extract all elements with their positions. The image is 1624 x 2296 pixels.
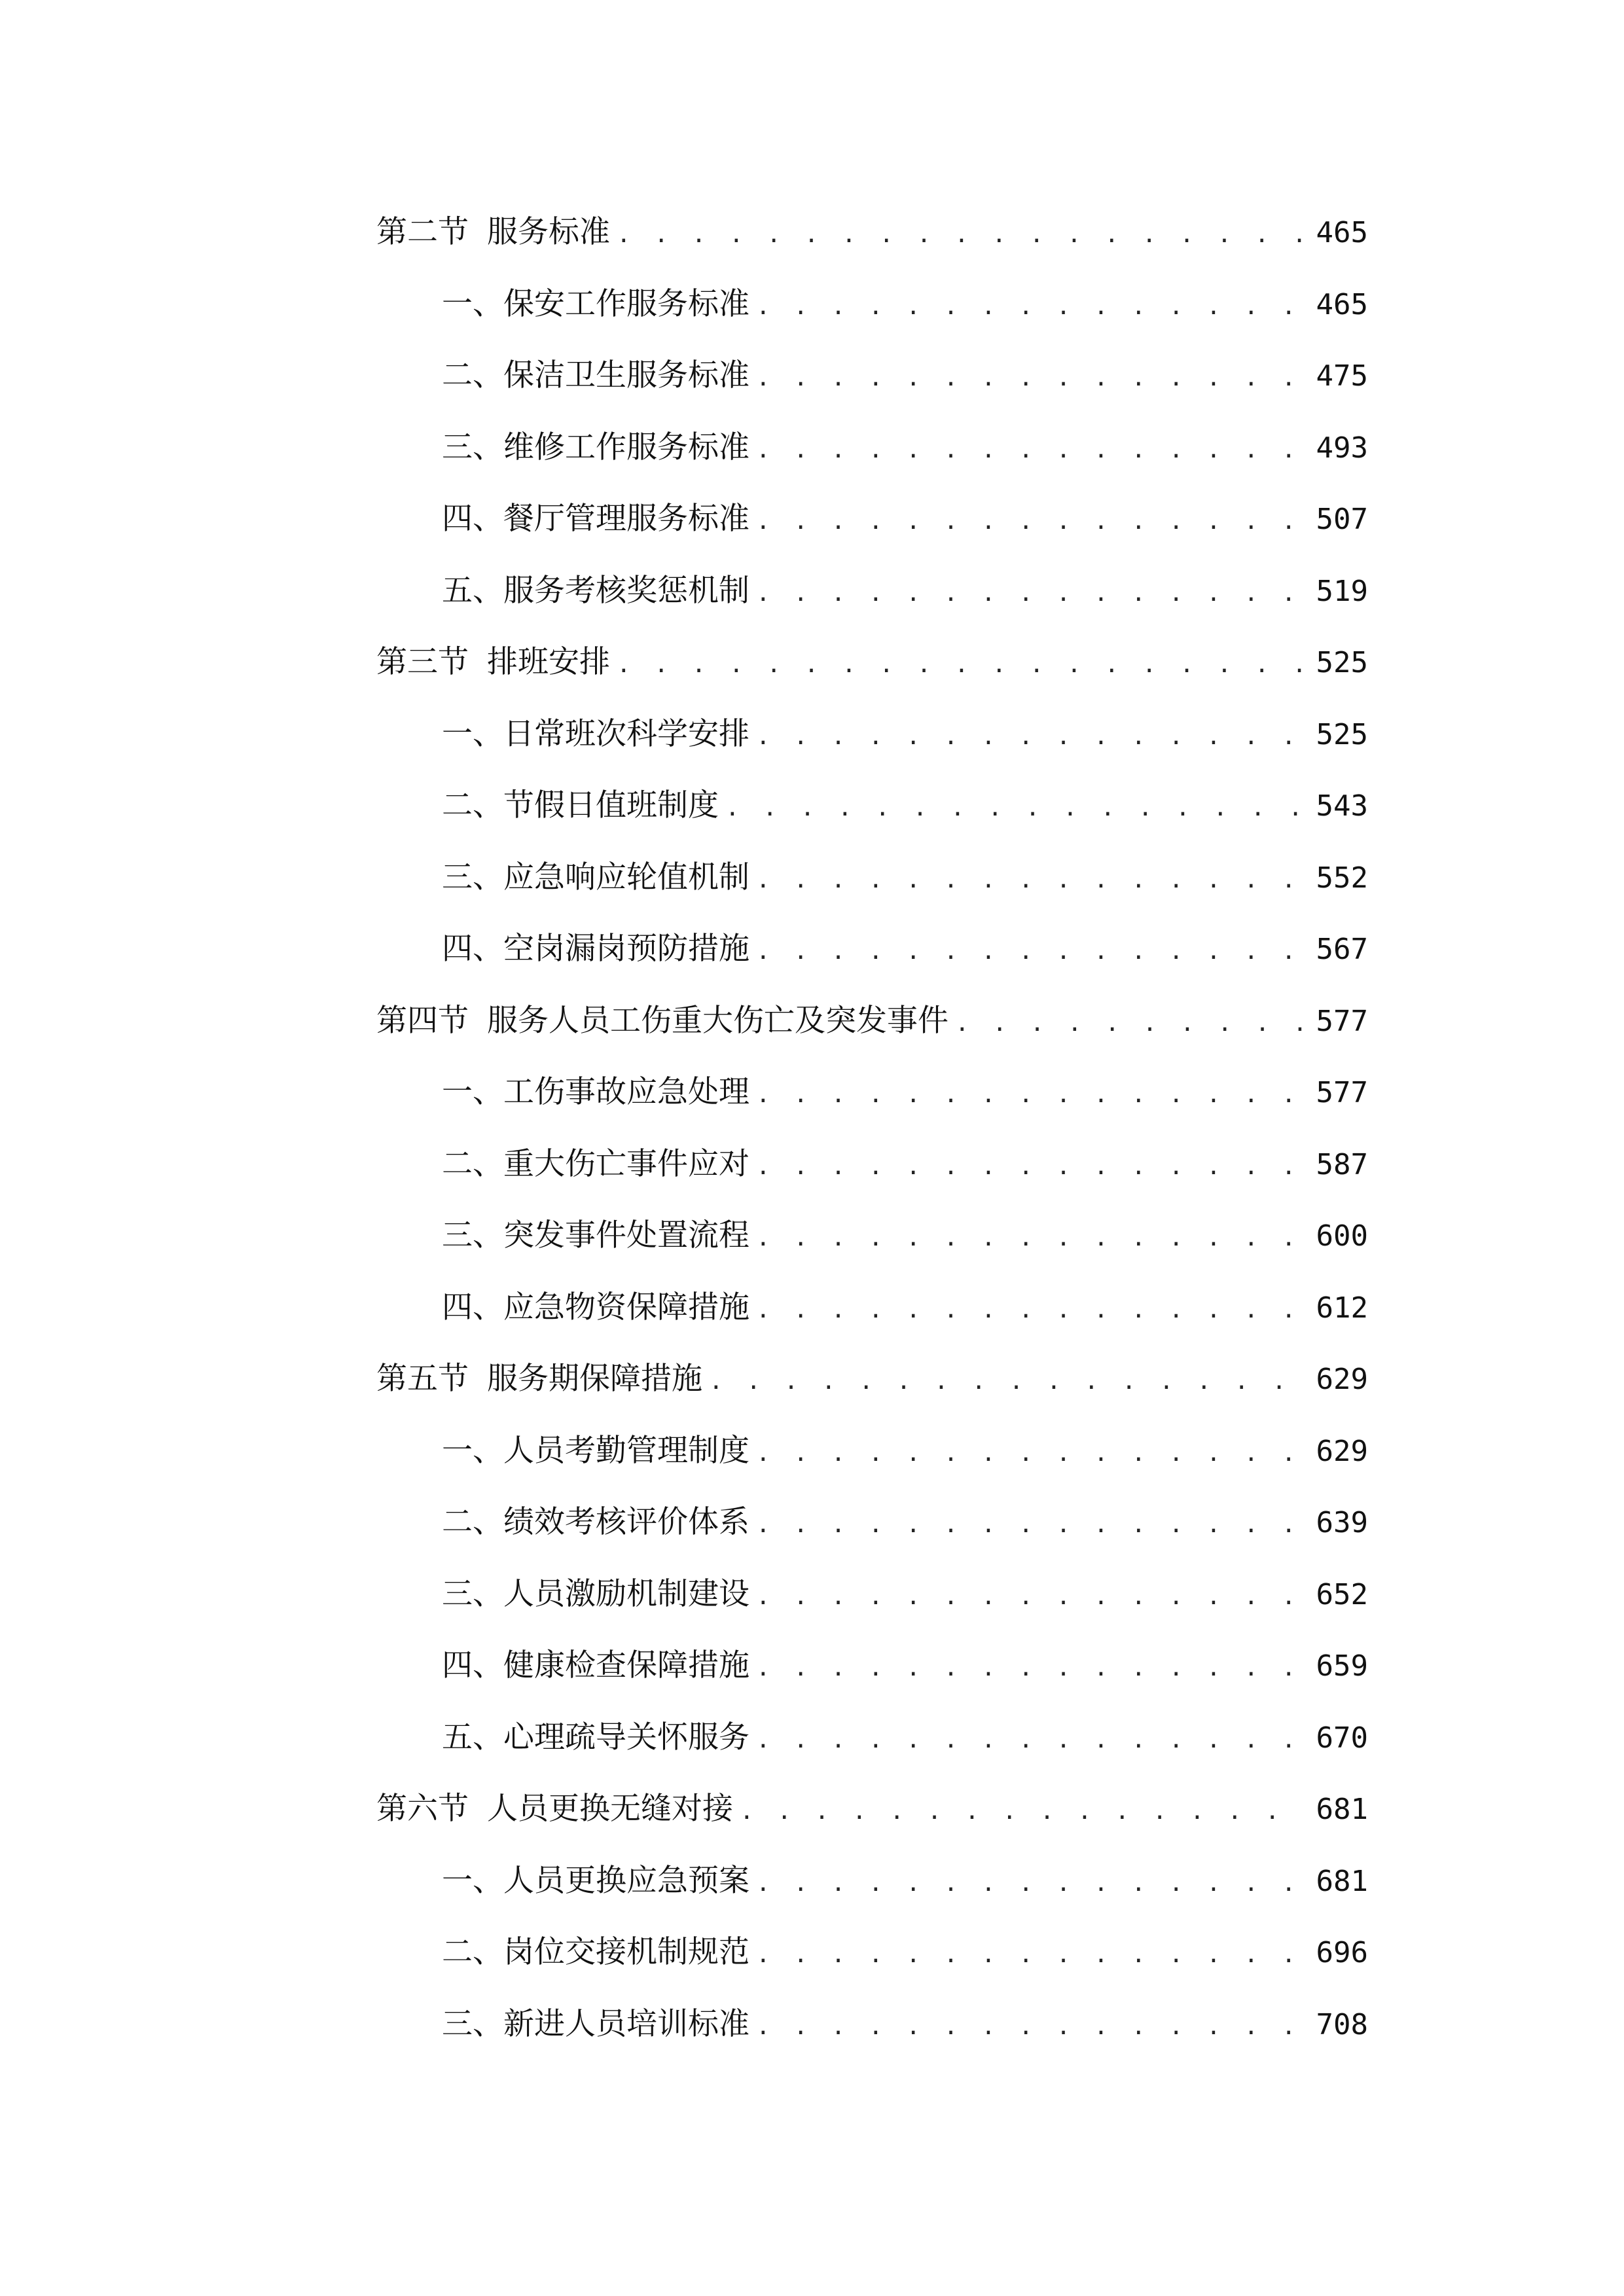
toc-entry-page: 567 (1316, 933, 1368, 966)
toc-entry[interactable] (376, 1056, 1368, 1128)
toc-entry-number: 四、 (442, 1647, 503, 1683)
toc-entry-number: 四、 (442, 931, 503, 967)
toc-entry-title: 服务人员工伤重大伤亡及突发事件 (487, 1002, 948, 1039)
toc-dot-leader (756, 414, 1307, 486)
toc-entry[interactable] (376, 1916, 1368, 1988)
toc-entry[interactable] (376, 1630, 1368, 1702)
table-of-contents (376, 196, 1368, 2060)
toc-entry-title: 服务期保障措施 (487, 1361, 702, 1397)
toc-entry-page: 612 (1316, 1291, 1368, 1325)
toc-entry[interactable] (376, 1558, 1368, 1630)
toc-entry[interactable] (376, 340, 1368, 412)
toc-entry[interactable] (376, 196, 1368, 268)
toc-entry-title: 餐厅管理服务标准 (503, 501, 749, 537)
toc-dot-leader (756, 1632, 1307, 1704)
toc-entry-title: 空岗漏岗预防措施 (503, 931, 749, 967)
toc-entry-number: 四、 (442, 1289, 503, 1325)
toc-entry[interactable] (376, 412, 1368, 484)
toc-entry-number: 第六节 (376, 1791, 469, 1827)
toc-entry[interactable] (376, 626, 1368, 698)
toc-entry[interactable] (376, 1200, 1368, 1272)
toc-dot-leader (756, 1561, 1307, 1633)
toc-dot-leader (955, 988, 1307, 1060)
toc-entry-title: 健康检查保障措施 (503, 1647, 749, 1683)
toc-dot-leader (756, 1848, 1307, 1920)
toc-entry[interactable] (376, 1845, 1368, 1917)
toc-entry-page: 493 (1316, 431, 1368, 465)
toc-entry-title: 人员更换无缝对接 (487, 1791, 733, 1827)
toc-entry[interactable] (376, 555, 1368, 627)
toc-entry-page: 659 (1316, 1649, 1368, 1683)
toc-entry-page: 525 (1316, 646, 1368, 679)
toc-entry-page: 465 (1316, 216, 1368, 249)
toc-entry-number: 一、 (442, 1862, 503, 1899)
toc-dot-leader (709, 1346, 1307, 1418)
toc-entry[interactable] (376, 985, 1368, 1057)
toc-entry-title: 保洁卫生服务标准 (503, 357, 749, 393)
toc-entry-title: 保安工作服务标准 (503, 285, 749, 322)
toc-dot-leader (756, 1202, 1307, 1274)
toc-entry-page: 652 (1316, 1577, 1368, 1611)
toc-entry-number: 二、 (442, 787, 503, 823)
toc-entry-number: 一、 (442, 285, 503, 322)
toc-entry-page: 507 (1316, 503, 1368, 536)
toc-entry-title: 重大伤亡事件应对 (503, 1145, 749, 1182)
toc-dot-leader (617, 199, 1307, 271)
toc-entry-number: 五、 (442, 572, 503, 609)
toc-entry-title: 人员考勤管理制度 (503, 1432, 749, 1469)
toc-entry-title: 排班安排 (487, 644, 610, 680)
toc-entry-page: 475 (1316, 359, 1368, 393)
toc-dot-leader (756, 1704, 1307, 1776)
toc-entry-title: 人员更换应急预案 (503, 1862, 749, 1899)
toc-entry-title: 日常班次科学安排 (503, 715, 749, 752)
toc-dot-leader (756, 701, 1307, 773)
toc-entry[interactable] (376, 1128, 1368, 1200)
toc-entry-number: 一、 (442, 1432, 503, 1469)
toc-dot-leader (740, 1776, 1307, 1848)
toc-dot-leader (756, 271, 1307, 343)
toc-entry-page: 552 (1316, 861, 1368, 895)
toc-entry-title: 岗位交接机制规范 (503, 1934, 749, 1970)
toc-entry[interactable] (376, 483, 1368, 555)
toc-entry-title: 服务标准 (487, 214, 610, 250)
toc-dot-leader (756, 1919, 1307, 1991)
toc-entry-number: 第五节 (376, 1361, 469, 1397)
toc-entry-number: 一、 (442, 715, 503, 752)
toc-entry-title: 维修工作服务标准 (503, 429, 749, 465)
toc-dot-leader (756, 1991, 1307, 2063)
toc-entry-page: 708 (1316, 2007, 1368, 2041)
toc-entry-page: 681 (1316, 1864, 1368, 1898)
toc-entry-page: 519 (1316, 574, 1368, 608)
toc-entry[interactable] (376, 1702, 1368, 1774)
toc-entry-page: 696 (1316, 1936, 1368, 1969)
toc-entry-page: 577 (1316, 1004, 1368, 1038)
toc-entry-title: 服务考核奖惩机制 (503, 572, 749, 609)
toc-dot-leader (756, 1131, 1307, 1203)
toc-entry[interactable] (376, 1343, 1368, 1415)
toc-entry-number: 四、 (442, 501, 503, 537)
toc-dot-leader (756, 342, 1307, 414)
toc-entry-title: 突发事件处置流程 (503, 1217, 749, 1253)
toc-entry-title: 工伤事故应急处理 (503, 1074, 749, 1110)
toc-entry-number: 第二节 (376, 214, 469, 250)
toc-dot-leader (756, 558, 1307, 630)
toc-entry-page: 639 (1316, 1506, 1368, 1539)
toc-dot-leader (617, 629, 1307, 701)
toc-dot-leader (756, 1059, 1307, 1131)
toc-dot-leader (756, 916, 1307, 988)
toc-entry-title: 应急物资保障措施 (503, 1289, 749, 1325)
toc-entry-page: 629 (1316, 1434, 1368, 1468)
toc-entry-number: 三、 (442, 429, 503, 465)
toc-entry-number: 三、 (442, 1217, 503, 1253)
toc-entry[interactable] (376, 1988, 1368, 2060)
toc-entry-number: 三、 (442, 859, 503, 895)
toc-entry-page: 681 (1316, 1793, 1368, 1826)
toc-entry-number: 五、 (442, 1719, 503, 1755)
toc-entry-number: 第三节 (376, 644, 469, 680)
toc-entry[interactable] (376, 268, 1368, 340)
toc-entry-number: 二、 (442, 357, 503, 393)
toc-entry-title: 人员激励机制建设 (503, 1575, 749, 1612)
toc-dot-leader (756, 486, 1307, 558)
toc-entry-page: 600 (1316, 1219, 1368, 1253)
toc-entry-number: 第四节 (376, 1002, 469, 1039)
toc-entry-page: 587 (1316, 1147, 1368, 1181)
toc-entry-title: 节假日值班制度 (503, 787, 719, 823)
toc-entry-page: 543 (1316, 789, 1368, 823)
toc-dot-leader (756, 844, 1307, 916)
toc-entry[interactable] (376, 913, 1368, 985)
toc-entry-title: 应急响应轮值机制 (503, 859, 749, 895)
toc-dot-leader (756, 1489, 1307, 1561)
toc-entry[interactable] (376, 1272, 1368, 1344)
toc-entry-title: 新进人员培训标准 (503, 2005, 749, 2042)
toc-entry-number: 二、 (442, 1504, 503, 1540)
toc-entry-page: 525 (1316, 717, 1368, 751)
toc-entry-number: 二、 (442, 1934, 503, 1970)
toc-entry-number: 三、 (442, 2005, 503, 2042)
toc-entry-number: 三、 (442, 1575, 503, 1612)
toc-entry[interactable] (376, 1773, 1368, 1845)
toc-entry-page: 465 (1316, 287, 1368, 321)
toc-entry[interactable] (376, 1415, 1368, 1487)
toc-entry-number: 二、 (442, 1145, 503, 1182)
toc-entry[interactable] (376, 770, 1368, 842)
toc-dot-leader (725, 772, 1307, 844)
toc-entry-page: 577 (1316, 1076, 1368, 1109)
toc-entry[interactable] (376, 1486, 1368, 1558)
toc-entry[interactable] (376, 842, 1368, 914)
toc-entry-page: 629 (1316, 1363, 1368, 1396)
toc-dot-leader (756, 1418, 1307, 1490)
toc-dot-leader (756, 1274, 1307, 1346)
toc-entry[interactable] (376, 698, 1368, 770)
toc-entry-number: 一、 (442, 1074, 503, 1110)
toc-entry-page: 670 (1316, 1721, 1368, 1755)
toc-entry-title: 心理疏导关怀服务 (503, 1719, 749, 1755)
toc-entry-title: 绩效考核评价体系 (503, 1504, 749, 1540)
